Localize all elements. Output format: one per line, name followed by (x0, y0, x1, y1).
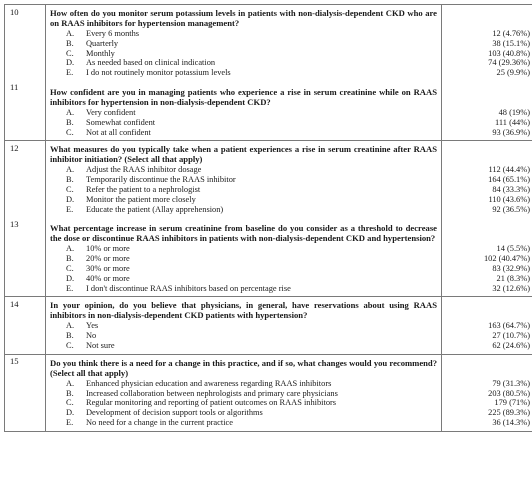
option-label: Yes (86, 321, 99, 331)
response-count: 14 (5.5%) (496, 244, 530, 254)
response-count: 102 (40.47%) (483, 254, 530, 264)
answer-option (50, 331, 437, 341)
question-cell (46, 297, 442, 354)
option-label: Regular monitoring and reporting of patient outcomes on RAAS inhibitors (86, 398, 337, 408)
response-count: 74 (29.36%) (488, 58, 530, 68)
response-count: 103 (40.8%) (488, 48, 530, 58)
answer-option (50, 321, 437, 331)
table-row (5, 354, 532, 431)
question-text: What percentage increase in serum creatinine from baseline do you consider as a threshold to decrease the dose or discontinue RAAS inhibitors in patients with non-dialysis-dependent CKD and hypertension? (50, 223, 437, 244)
option-letter: E. (66, 68, 74, 78)
question-cell (46, 354, 442, 431)
question-cell (46, 141, 442, 297)
question-text: How confident are you in managing patients who experience a rise in serum creatinine while on RAAS inhibitors for hypertension in non-dialysis-dependent CKD? (50, 86, 437, 107)
option-letter: B. (66, 388, 74, 398)
option-label: Very confident (86, 107, 136, 117)
response-count: 48 (19%) (498, 107, 530, 117)
answer-option (50, 244, 437, 254)
option-label: Quarterly (86, 38, 119, 48)
response-count: 203 (80.5%) (488, 388, 530, 398)
option-letter: E. (66, 283, 74, 293)
question-text: How often do you monitor serum potassium levels in patients with non-dialysis-dependent CKD who are on RAAS inhibitors for hypertension management? (50, 8, 437, 28)
question-number-cell (5, 354, 46, 431)
option-letter: A. (66, 378, 75, 388)
table-row (5, 297, 532, 354)
option-letter: A. (66, 107, 75, 117)
response-count: 83 (32.9%) (492, 263, 530, 273)
response-count: 32 (12.6%) (492, 283, 530, 293)
option-letter: A. (66, 165, 75, 175)
option-letter: D. (66, 408, 75, 418)
survey-results-table (4, 4, 532, 432)
option-letter: B. (66, 38, 74, 48)
option-letter: C. (66, 398, 74, 408)
response-count: 179 (71%) (494, 398, 530, 408)
question-number-cell (5, 141, 46, 297)
answer-option (50, 398, 437, 408)
option-letter: C. (66, 48, 74, 58)
response-count: 79 (31.3%) (492, 378, 530, 388)
response-count: 12 (4.76%) (492, 29, 530, 38)
option-label: Educate the patient (Allay apprehension) (86, 204, 224, 214)
option-letter: A. (66, 244, 75, 254)
answer-option (50, 274, 437, 284)
question-number-cell (5, 5, 46, 141)
option-label: Increased collaboration between nephrologists and primary care physicians (86, 388, 338, 398)
option-label: Monthly (86, 48, 115, 58)
answer-option (50, 195, 437, 205)
answer-option (50, 254, 437, 264)
response-count: 93 (36.9%) (492, 127, 530, 137)
response-count: 111 (44%) (495, 117, 530, 127)
option-letter: C. (66, 263, 74, 273)
question-block (46, 141, 441, 217)
option-letter: B. (66, 331, 74, 341)
response-count: 110 (43.6%) (488, 194, 530, 204)
option-label: Monitor the patient more closely (86, 194, 196, 204)
option-label: Refer the patient to a nephrologist (86, 184, 201, 194)
response-cell (442, 5, 532, 141)
answer-option (50, 408, 437, 418)
answer-option (50, 118, 437, 128)
answer-option (50, 175, 437, 185)
question-text: Do you think there is a need for a change in this practice, and if so, what changes would you recommend? (Select all that apply) (50, 357, 437, 378)
question-block (46, 81, 441, 140)
question-number: 13 (10, 218, 19, 229)
answer-option (50, 165, 437, 175)
response-block (442, 141, 532, 217)
answer-option (50, 128, 437, 138)
question-number: 15 (10, 356, 19, 367)
answer-option (50, 39, 437, 49)
survey-table-body (5, 5, 532, 432)
answer-option (50, 418, 437, 428)
option-letter: B. (66, 117, 74, 127)
answer-option (50, 284, 437, 294)
option-letter: D. (66, 273, 75, 283)
option-letter: C. (66, 340, 74, 350)
option-label: Development of decision support tools or algorithms (86, 408, 263, 418)
option-label: Not at all confident (86, 127, 151, 137)
option-letter: A. (66, 29, 75, 38)
answer-option (50, 389, 437, 399)
option-label: Adjust the RAAS inhibitor dosage (86, 165, 202, 175)
option-label: I don't discontinue RAAS inhibitors based on percentage rise (86, 283, 291, 293)
answer-option (50, 108, 437, 118)
option-label: Temporarily discontinue the RAAS inhibitor (86, 175, 236, 185)
question-number: 12 (10, 142, 19, 153)
question-number: 14 (10, 298, 19, 309)
response-count: 36 (14.3%) (492, 417, 530, 427)
question-block (46, 217, 441, 296)
response-count: 164 (65.1%) (488, 175, 530, 185)
option-label: 20% or more (86, 254, 130, 264)
option-label: 40% or more (86, 273, 130, 283)
response-count: 92 (36.5%) (492, 204, 530, 214)
response-count: 21 (8.3%) (496, 273, 530, 283)
option-label: Somewhat confident (86, 117, 156, 127)
option-letter: C. (66, 184, 74, 194)
response-count: 163 (64.7%) (488, 321, 530, 331)
option-label: No need for a change in the current practice (86, 417, 233, 427)
option-letter: C. (66, 127, 74, 137)
answer-option (50, 58, 437, 68)
response-cell (442, 354, 532, 431)
option-label: No (86, 331, 97, 341)
response-cell (442, 297, 532, 354)
option-label: Not sure (86, 340, 115, 350)
answer-option (50, 185, 437, 195)
response-block (442, 297, 532, 353)
answer-option (50, 49, 437, 59)
response-block (442, 5, 532, 81)
table-row (5, 5, 532, 141)
option-label: As needed based on clinical indication (86, 58, 216, 68)
option-letter: D. (66, 58, 75, 68)
response-count: 225 (89.3%) (488, 408, 530, 418)
question-block (46, 297, 441, 353)
question-text: In your opinion, do you believe that physicians, in general, have reservations about using RAAS inhibitors in non-dialysis-dependent CKD patients with hypertension? (50, 300, 437, 321)
response-count: 62 (24.6%) (492, 340, 530, 350)
response-count: 27 (10.7%) (492, 331, 530, 341)
option-label: 10% or more (86, 244, 130, 254)
response-count: 25 (9.9%) (496, 68, 530, 78)
option-label: Every 6 months (86, 29, 140, 38)
answer-option (50, 205, 437, 215)
option-letter: B. (66, 175, 74, 185)
option-letter: E. (66, 417, 74, 427)
option-letter: D. (66, 194, 75, 204)
option-letter: A. (66, 321, 75, 331)
response-count: 38 (15.1%) (492, 38, 530, 48)
response-block (442, 81, 532, 140)
response-block (442, 217, 532, 296)
answer-option (50, 341, 437, 351)
answer-option (50, 264, 437, 274)
question-number: 11 (10, 82, 19, 93)
answer-option (50, 29, 437, 39)
response-count: 84 (33.3%) (492, 184, 530, 194)
option-label: Enhanced physician education and awareness regarding RAAS inhibitors (86, 378, 332, 388)
response-block (442, 355, 532, 431)
question-block (46, 5, 441, 81)
question-number-cell (5, 297, 46, 354)
table-row (5, 141, 532, 297)
answer-option (50, 68, 437, 78)
option-label: I do not routinely monitor potassium levels (86, 68, 231, 78)
question-text: What measures do you typically take when a patient experiences a rise in serum creatinine after RAAS inhibitor initiation? (Select all that apply) (50, 144, 437, 165)
question-block (46, 355, 441, 431)
answer-option (50, 379, 437, 389)
option-label: 30% or more (86, 263, 130, 273)
option-letter: E. (66, 204, 74, 214)
question-number: 10 (10, 6, 19, 17)
question-cell (46, 5, 442, 141)
option-letter: B. (66, 254, 74, 264)
response-cell (442, 141, 532, 297)
response-count: 112 (44.4%) (488, 165, 530, 175)
